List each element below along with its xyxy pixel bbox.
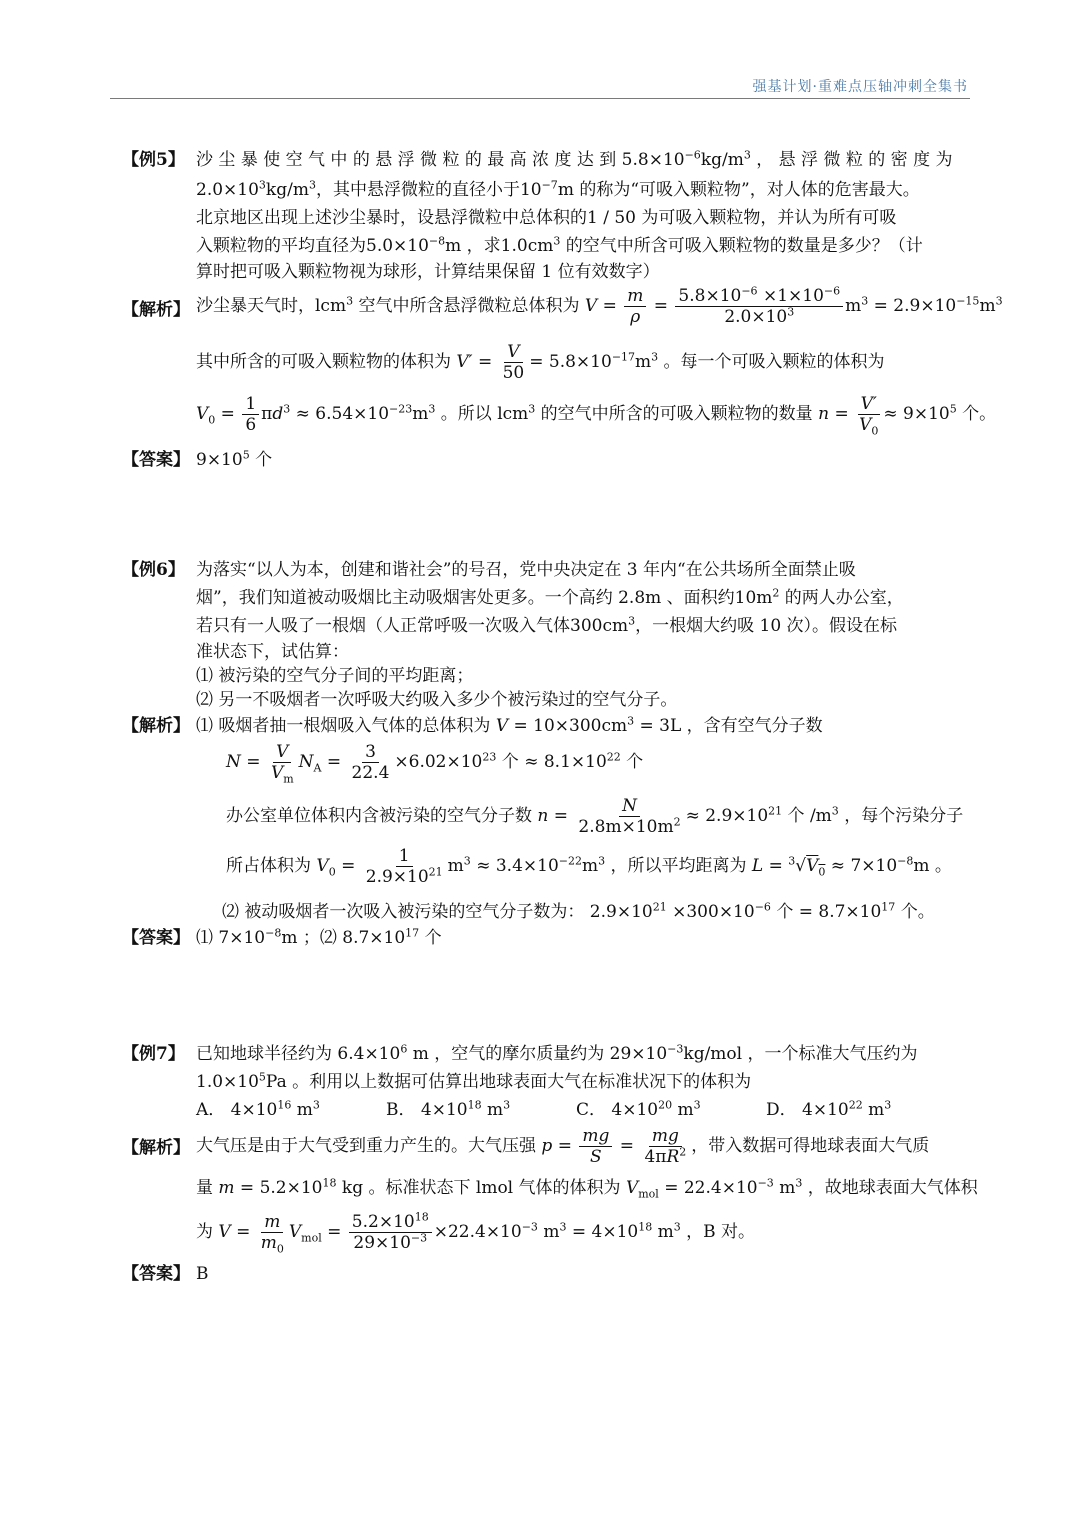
example-7-tag: 【例7】 <box>122 1044 185 1064</box>
example-6-question-line: 若只有一人吸了一根烟（人正常呼吸一次吸入气体$300cm^3$，一根烟大约吸 10 次）。假设在标 <box>196 614 898 636</box>
example-5-question-line: 入颗粒物的平均直径为$5.0\times 10^{-8}m$ ，求$1.0cm^3$ 的空气中所含可吸入颗粒物的数量是多少？（计 <box>196 234 923 256</box>
example-6-question-line: ⑵ 另一不吸烟者一次呼吸大约吸入多少个被污染过的空气分子。 <box>196 690 678 710</box>
example-6-question-line: 为落实“以人为本，创建和谐社会”的号召，党中央决定在 3 年内“在公共场所全面禁止吸 <box>196 560 856 580</box>
example-7-solution-line: 大气压是由于大气受到重力产生的。大气压强 p = $\frac{mg}{S}$ = $\frac{mg}{4\pi R^2}$ ，带入数据可得地球表面大气质 <box>196 1126 930 1167</box>
example-5-answer-tag: 【答案】 <box>122 450 190 470</box>
example-5-question-line: 沙 尘 暴 使 空 气 中 的 悬 浮 微 粒 的 最 高 浓 度 达 到 $5.8\times 10^{-6}kg/m^3$ ， 悬 浮 微 粒 的 密 度 为 <box>196 148 953 170</box>
example-7-answer: B <box>196 1264 209 1284</box>
example-5-question-line: $2.0\times 10^3kg/m^3$，其中悬浮微粒的直径小于$10^{-7}m$ 的称为“可吸入颗粒物”，对人体的危害最大。 <box>196 178 920 200</box>
example-6-solution-tag: 【解析】 <box>122 716 190 736</box>
example-5-solution-tag: 【解析】 <box>122 300 190 320</box>
example-6-question-line: 准状态下，试估算： <box>196 642 349 662</box>
option-d: D． $4\times 10^{22}$ $m^3$ <box>766 1098 892 1120</box>
example-6-solution-line: N = $\frac{V}{V_m}$ $N_A$ = $\frac{3}{22.4}$ $\times 6.02\times 10^{23}$ 个 ≈ $8.1\times 10^{22}$ 个 <box>226 742 644 786</box>
option-b: B． $4\times 10^{18}$ $m^3$ <box>386 1098 511 1120</box>
page-header <box>110 70 970 99</box>
header-title: 强基计划·重难点压轴冲刺全集书 <box>752 79 968 95</box>
example-7-question-line: 已知地球半径约为 $6.4\times 10^6$ m ，空气的摩尔质量约为 $29\times 10^{-3}kg$/mol ，一个标准大气压约为 <box>196 1042 918 1064</box>
example-7-solution-line: 量 $m = 5.2\times 10^{18}$ kg 。标准状态下 lmol 气体的体积为 $V_{mol} = 22.4\times 10^{-3}$ $m^3$ ，故地球表面大气体积 <box>196 1176 978 1201</box>
example-6-tag: 【例6】 <box>122 560 185 580</box>
example-7-options <box>196 1098 956 1122</box>
example-5-question-line: 算时把可吸入颗粒物视为球形，计算结果保留 1 位有效数字） <box>196 262 660 282</box>
example-5-tag: 【例5】 <box>122 150 185 170</box>
example-6-question-line: 烟”，我们知道被动吸烟比主动吸烟害处更多。一个高约 2.8m 、面积约$10m^2$ 的两人办公室， <box>196 586 904 608</box>
example-5-solution-line: $V_0$ = $\frac{1}{6}$ $\pi d^3 \approx 6.54\times 10^{-23}m^3$ 。所以 lcm$^3$ 的空气中所含的可吸入颗粒物的数量 n = $\frac{V'}{V_0}$ ≈ $9\times 10^5$ 个。 <box>196 394 997 438</box>
option-c: C． $4\times 10^{20}$ $m^3$ <box>576 1098 701 1120</box>
example-5-solution-line: 沙尘暴天气时，lcm$^3$ 空气中所含悬浮微粒总体积为 V = $\frac{m}{\rho}$ = $\frac{5.8\times 10^{-6} \times 1\times 10^{-6}}{2.0\times 10^3}$ $m^3 = 2.9\times 10^{-15}m^3$ <box>196 284 1003 327</box>
example-6-solution-line: ⑴ 吸烟者抽一根烟吸入气体的总体积为 $V = 10\times 300cm^3 = 3L$ ，含有空气分子数 <box>196 714 823 736</box>
example-7-answer-tag: 【答案】 <box>122 1264 190 1284</box>
example-7-solution-tag: 【解析】 <box>122 1138 190 1158</box>
example-6-solution-line: 所占体积为 $V_0$ = $\frac{1}{2.9\times 10^{21}}$ $m^3 \approx 3.4\times 10^{-22}m^3$ ，所以平均距离为 $L = ^3√V_0 \approx 7\times 10^{-8}m$ 。 <box>226 846 952 887</box>
example-5-answer: $9\times 10^5$ 个 <box>196 448 273 470</box>
example-6-answer: ⑴ $7\times 10^{-8}m$ ；⑵ $8.7\times 10^{17}$ 个 <box>196 926 442 948</box>
example-7-question-line: $1.0\times 10^5Pa$ 。利用以上数据可估算出地球表面大气在标准状况下的体积为 <box>196 1070 752 1092</box>
example-6-answer-tag: 【答案】 <box>122 928 190 948</box>
example-7-solution-line: 为 V = $\frac{m}{m_0}$ $V_{mol}$ = $\frac{5.2\times 10^{18}}{29\times 10^{-3}}$ $\times 22.4\times 10^{-3}$ $m^3 = 4\times 10^{18}$ $m^3$ ，B 对。 <box>196 1210 756 1256</box>
example-6-solution-line: ⑵ 被动吸烟者一次吸入被污染的空气分子数为： $2.9\times 10^{21} \times 300\times 10^{-6}$ 个 = $8.7\times 10^{17}$ 个。 <box>222 900 935 922</box>
example-6-question-line: ⑴ 被污染的空气分子间的平均距离； <box>196 666 474 686</box>
example-5-question-line: 北京地区出现上述沙尘暴时，设悬浮微粒中总体积的1 / 50 为可吸入颗粒物，并认为所有可吸 <box>196 208 897 228</box>
example-6-solution-line: 办公室单位体积内含被污染的空气分子数 n = $\frac{N}{2.8m\times 10m^2}$ ≈ $2.9\times 10^{21}$ 个 $/m^3$ ，每个污染分子 <box>226 796 964 837</box>
option-a: A． $4\times 10^{16}$ $m^3$ <box>196 1098 320 1120</box>
example-5-solution-line: 其中所含的可吸入颗粒物的体积为 V′ = $\frac{V}{50}$ = $5.8\times 10^{-17}m^3$ 。每一个可吸入颗粒的体积为 <box>196 342 885 383</box>
